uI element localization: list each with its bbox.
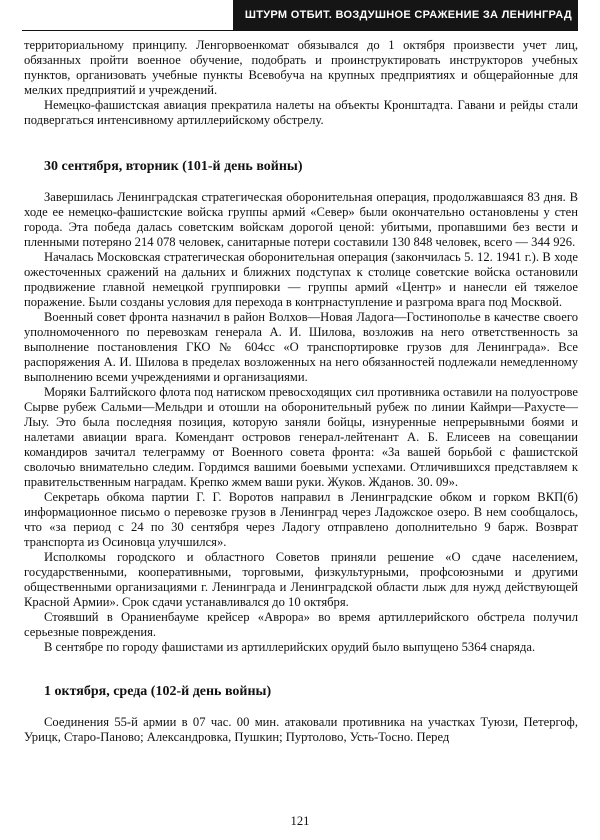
running-head — [22, 0, 578, 31]
paragraph: Военный совет фронта назначил в район Волхов—Новая Ладога—Гостинополье в качестве своего уполномоченного по перевозкам генерала А. И. Шилова, возложив на него ответственность за выполнение постановления ГКО № 604сс «О транспортировке грузов для Ленинграда». Все распоряжения А. И. Шилова в пределах возложенных на него обязанностей подлежали немедленному выполнению всеми учреждениями и организациями. — [24, 310, 578, 384]
running-title: ШТУРМ ОТБИТ. ВОЗДУШНОЕ СРАЖЕНИЕ ЗА ЛЕНИНГРАД — [233, 0, 578, 30]
paragraph: Немецко-фашистская авиация прекратила налеты на объекты Кронштадта. Гавани и рейды стали подвергаться интенсивному артиллерийскому обстрелу. — [24, 98, 578, 127]
paragraph: Завершилась Ленинградская стратегическая оборонительная операция, продолжавшаяся 83 дня. В ходе ее немецко-фашистские войска группы армий «Север» были окончательно остановлены у стен города. Эта победа далась советским войскам дорогой ценой: убитыми, пропавшими без вести и пленными потеряно 214 078 человек, санитарные потери составили 130 848 человек, всего — 344 926. — [24, 190, 578, 249]
paragraph: Стоявший в Ораниенбауме крейсер «Аврора» во время артиллерийского обстрела получил серьезные повреждения. — [24, 610, 578, 639]
paragraph: Соединения 55-й армии в 07 час. 00 мин. атаковали противника на участках Туюзи, Петергоф, Урицк, Старо-Паново; Александровка, Пушкин; Пуртолово, Усть-Тосно. Перед — [24, 715, 578, 744]
paragraph: Исполкомы городского и областного Советов приняли решение «О сдаче населением, государственными, кооперативными, торговыми, физкультурными, профсоюзными и другими общественными организациями г. Ленинграда и Ленинградской области лыж для нужд действующей Красной Армии». Срок сдачи устанавливался до 10 октября. — [24, 550, 578, 609]
paragraph: Началась Московская стратегическая оборонительная операция (закончилась 5. 12. 1941 г.). В ходе ожесточенных сражений на дальних и ближних подступах к столице советские войска остановили продвижение главной немецкой группировки — группы армий «Центр» и нанесли ей тяжелое поражение. Были созданы условия для перехода в контрнаступление и разгрома врага под Москвой. — [24, 250, 578, 309]
section-heading: 1 октября, среда (102-й день войны) — [44, 684, 272, 699]
paragraph: территориальному принципу. Ленгорвоенкомат обязывался до 1 октября произвести учет лиц, обязанных пройти военное обучение, подобрать и проинструктировать инструкторов учебных пунктов, организовать учебные пункты Всевобуча на крупных предприятиях и общерайонные для мелких предприятий и учреждений. — [24, 38, 578, 97]
page-number: 121 — [290, 814, 310, 828]
paragraph: Секретарь обкома партии Г. Г. Воротов направил в Ленинградские обком и горком ВКП(б) информационное письмо о перевозке грузов в Ленинград через Ладожское озеро. В нем сообщалось, что «за период с 24 по 30 сентября через Ладогу отправлено дополнительно 9 барж. Возврат транспорта из Осиновца улучшился». — [24, 490, 578, 549]
page-body — [24, 38, 578, 745]
paragraph: Моряки Балтийского флота под натиском превосходящих сил противника оставили на полуострове Сырве рубеж Сальми—Мельдри и отошли на оборонительный рубеж по линии Каймри—Рахусте—Лыу. Это была последняя позиция, которую заняли бойцы, изнуренные непрерывными боями и налетами авиации врага. Комендант островов генерал-лейтенант А. Б. Елисеев на совещании командиров зачитал телеграмму от Военного совета фронта: «За вашей борьбой с фашистской сволочью внимательно следим. Гордимся вашими боевыми успехами. Отличившихся представляем к правительственным наградам. Крепко жмем ваши руки. Жуков. Жданов. 30. 09». — [24, 385, 578, 489]
paragraph: В сентябре по городу фашистами из артиллерийских орудий было выпущено 5364 снаряда. — [44, 640, 536, 654]
section-heading: 30 сентября, вторник (101-й день войны) — [44, 159, 303, 174]
